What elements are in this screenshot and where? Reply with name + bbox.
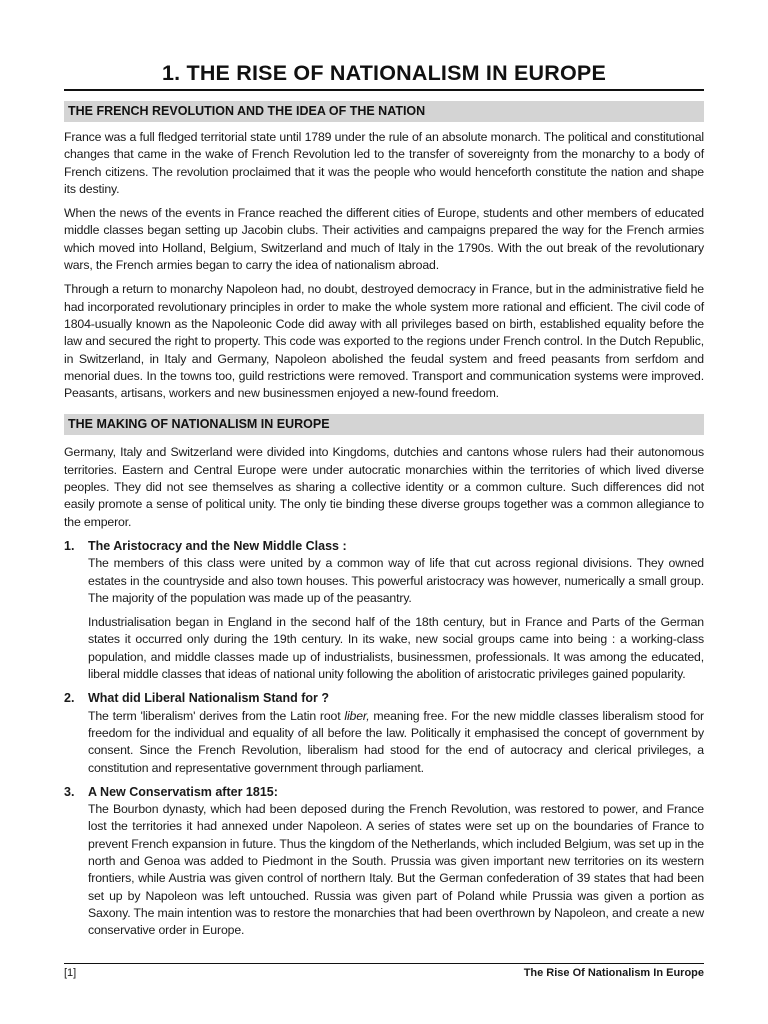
text-run: meaning free. For the new middle classes liberalism stood for freedom for the individual and equality of all before the law. Politically it emphasised the concept of government by consent. Since the French Revolution, liberalism had stood for the end of autocracy and clerical privileges, a constitution and representative government through parliament. — [88, 708, 704, 775]
paragraph: The Bourbon dynasty, which had been deposed during the French Revolution, was restored to power, and France lost the territories it had annexed under Napoleon. A series of states were set up on the boundaries of France to prevent French expansion in future. Thus the kingdom of the Netherlands, which included Belgium, was set up in the north and Genoa was added to Piedmont in the South. Prussia was given important new territories on its western frontiers, while Austria was given control of northern Italy. But the German confederation of 39 states that had been set up by Napoleon was left untouched. Russia was given part of Poland while Prussia was given a portion as Saxony. The main intention was to restore the monarchies that had been overthrown by Napoleon, and create a new conservative order in Europe. — [88, 802, 704, 938]
section-heading-french-revolution: THE FRENCH REVOLUTION AND THE IDEA OF THE NATION — [64, 101, 704, 122]
running-title: The Rise Of Nationalism In Europe — [523, 967, 704, 979]
list-item-number: 3. — [64, 784, 75, 799]
paragraph: Germany, Italy and Switzerland were divided into Kingdoms, dutchies and cantons whose rulers had their autonomous territories. Eastern and Central Europe were under autocratic monarchies within the territories of which lived diverse peoples. They did not see themselves as sharing a collective identity or a common culture. Such differences did not easily promote a sense of political unity. The only tie binding these diverse groups together was a common allegiance to the emperor. — [64, 445, 704, 529]
paragraph — [88, 708, 704, 777]
paragraph: Through a return to monarchy Napoleon had, no doubt, destroyed democracy in France, but in the administrative field he had incorporated revolutionary principles in order to make the whole system more rational and efficient. The civil code of 1804-usually known as the Napoleonic Code did away with all privileges based on birth, established equality before the law and secured the right to property. This code was exported to the regions under French control. In the Dutch Republic, in Switzerland, in Italy and Germany, Napoleon abolished the feudal system and freed peasants from serfdom and menorial dues. In the towns too, guild restrictions were removed. Transport and communication systems were improved. Peasants, artisans, workers and new businessmen enjoyed a new-found freedom. — [64, 282, 704, 401]
list-item-title: What did Liberal Nationalism Stand for ? — [88, 691, 329, 706]
list-item-title: The Aristocracy and the New Middle Class : — [88, 538, 347, 553]
paragraph: France was a full fledged territorial state until 1789 under the rule of an absolute monarch. The political and constitutional changes that came in the wake of French Revolution led to the transfer of sovereignty from the monarchy to a body of French citizens. The revolution proclaimed that it was the people who would henceforth constitute the nation and shape its destiny. — [64, 130, 704, 196]
page-number: [1] — [64, 967, 77, 979]
text-run: The term 'liberalism' derives from the Latin root — [88, 708, 345, 723]
page — [64, 0, 704, 1024]
section-heading-making-of-nationalism: THE MAKING OF NATIONALISM IN EUROPE — [64, 414, 704, 435]
paragraph: The members of this class were united by a common way of life that cut across regional divisions. They owned estates in the countryside and also town houses. This powerful aristocracy was however, numerically a small group. The majority of the population was made up of the peasantry. — [88, 556, 704, 605]
page-title: 1. THE RISE OF NATIONALISM IN EUROPE — [161, 61, 606, 85]
list-item — [64, 538, 704, 683]
italic-term: liber, — [344, 708, 370, 723]
title-rule — [64, 89, 704, 91]
list-item-number: 2. — [64, 691, 75, 706]
list-item — [64, 690, 704, 776]
list-item — [64, 784, 704, 940]
page-footer — [64, 963, 704, 980]
paragraph: Industrialisation began in England in the second half of the 18th century, but in France and Parts of the German states it occurred only during the 19th century. In its wake, new social groups came into being : a working-class population, and middle classes made up of industrialists, businessmen, professionals. It was among the educated, liberal middle classes that ideas of national unity following the abolition of aristocratic privileges gained popularity. — [88, 615, 704, 682]
paragraph: When the news of the events in France reached the different cities of Europe, students and other members of educated middle classes began setting up Jacobin clubs. Their activities and campaigns prepared the way for the French armies which moved into Holland, Belgium, Switzerland and much of Italy in the 1790s. With the out break of the revolutionary wars, the French armies began to carry the idea of nationalism abroad. — [64, 206, 704, 273]
list-item-title: A New Conservatism after 1815: — [88, 784, 278, 799]
list-item-number: 1. — [64, 538, 75, 553]
